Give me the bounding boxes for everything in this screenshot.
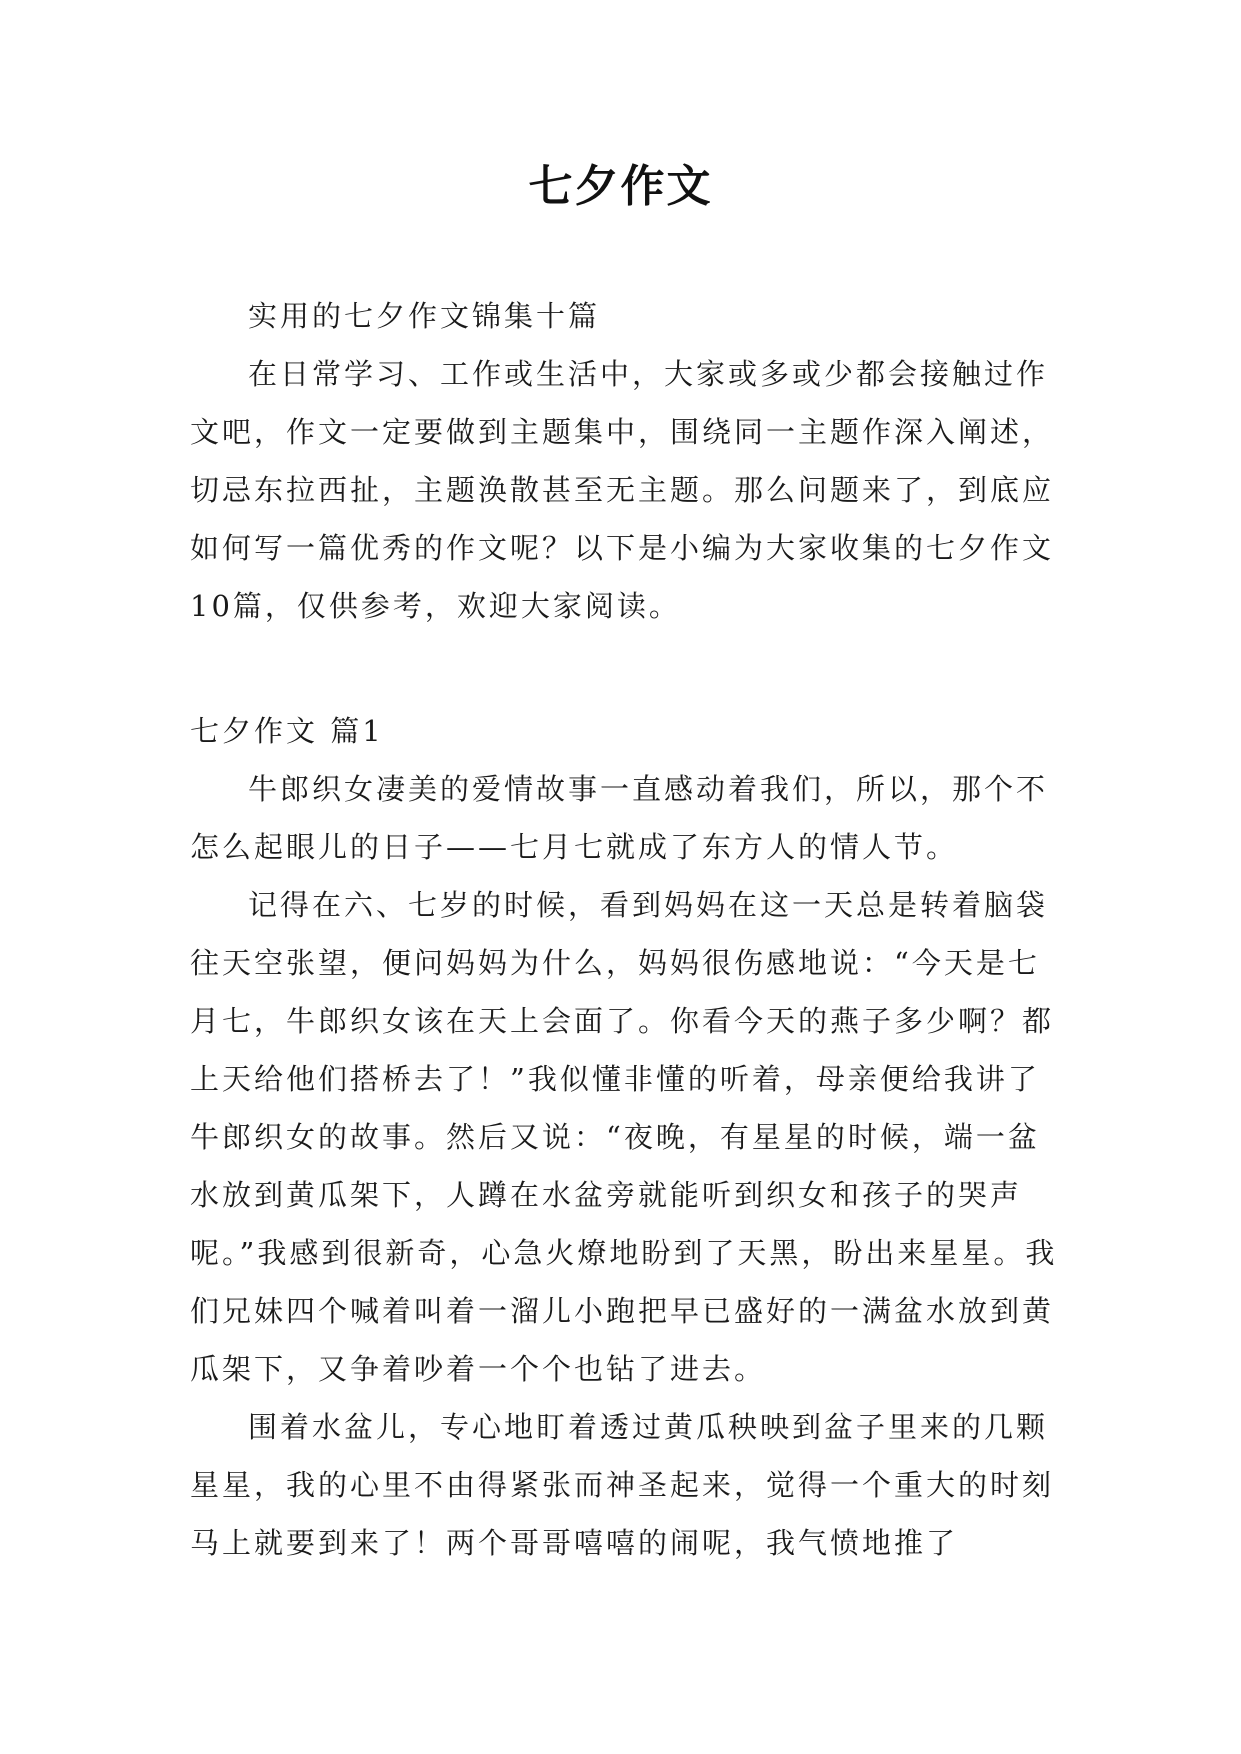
article-paragraph: 牛郎织女凄美的爱情故事一直感动着我们，所以，那个不怎么起眼儿的日子——七月七就成了东方人的情人节。 [190, 772, 1049, 864]
article-block [190, 702, 1070, 1572]
article-paragraph: 围着水盆儿，专心地盯着透过黄瓜秧映到盆子里来的几颗星星，我的心里不由得紧张而神圣起来，觉得一个重大的时刻马上就要到来了！两个哥哥嘻嘻的闹呢，我气愤地推了 [190, 1410, 1055, 1560]
document-subtitle: 实用的七夕作文锦集十篇 [248, 299, 601, 333]
section-heading: 七夕作文 篇1 [190, 714, 384, 748]
intro-block [190, 287, 1070, 635]
document-title: 七夕作文 [528, 161, 713, 212]
intro-paragraph: 在日常学习、工作或生活中，大家或多或少都会接触过作文吧，作文一定要做到主题集中，围绕同一主题作深入阐述，切忌东拉西扯，主题涣散甚至无主题。那么问题来了，到底应如何写一篇优秀的作文呢？以下是小编为大家收集的七夕作文10篇，仅供参考，欢迎大家阅读。 [190, 357, 1055, 623]
article-paragraph: 记得在六、七岁的时候，看到妈妈在这一天总是转着脑袋往天空张望，便问妈妈为什么，妈妈很伤感地说：“今天是七月七，牛郎织女该在天上会面了。你看今天的燕子多少啊？都上天给他们搭桥去了！”我似懂非懂的听着，母亲便给我讲了牛郎织女的故事。然后又说：“夜晚，有星星的时候，端一盆水放到黄瓜架下，人蹲在水盆旁就能听到织女和孩子的哭声呢。”我感到很新奇，心急火燎地盼到了天黑，盼出来星星。我们兄妹四个喊着叫着一溜儿小跑把早已盛好的一满盆水放到黄瓜架下，又争着吵着一个个也钻了进去。 [190, 888, 1058, 1386]
